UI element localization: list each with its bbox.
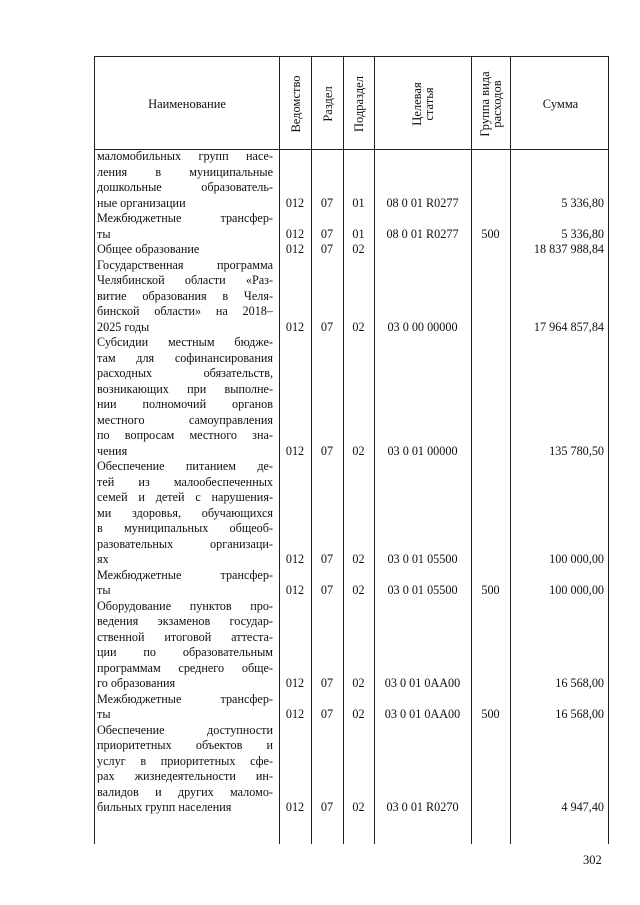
header-name <box>95 57 280 151</box>
row-sum: 16 568,00 <box>555 676 604 690</box>
table-row <box>95 723 610 816</box>
row-razdel: 07 <box>320 676 334 690</box>
row-name-line: расходных обязательств, <box>97 366 273 380</box>
row-razdel: 07 <box>320 552 334 566</box>
row-name-line: дошкольные образователь- <box>97 180 273 194</box>
table-body <box>94 149 609 844</box>
row-name-line: ты <box>97 226 111 241</box>
row-target: 03 0 01 05500 <box>387 552 458 566</box>
row-sum: 135 780,50 <box>549 443 604 458</box>
row-name <box>97 568 273 599</box>
header-target-label <box>411 82 435 125</box>
row-name <box>97 242 273 258</box>
row-name-line: программам среднего обще- <box>97 660 273 675</box>
row-razdel: 07 <box>320 242 334 256</box>
budget-table <box>94 56 609 844</box>
row-name-line: ты <box>97 707 111 721</box>
header-razdel <box>312 57 344 151</box>
table-row <box>95 335 610 459</box>
row-razdel: 07 <box>320 195 334 210</box>
header-vedomstvo <box>280 57 312 151</box>
header-group-label <box>479 71 503 136</box>
row-sum: 100 000,00 <box>549 552 604 566</box>
header-group-line1: Группа вида <box>478 71 492 137</box>
row-name-line: чения <box>97 443 128 458</box>
row-name-line: ведения экзаменов государ- <box>97 614 273 628</box>
row-name <box>97 723 273 816</box>
row-vedomstvo: 012 <box>285 319 305 334</box>
row-sum: 5 336,80 <box>561 226 604 241</box>
row-name-line: Челябинской области «Раз- <box>97 273 273 287</box>
row-name-line: ления в муниципальные <box>97 164 273 179</box>
row-name-line: Субсидии местным бюдже- <box>97 335 273 349</box>
row-sum: 5 336,80 <box>561 195 604 210</box>
row-name-line: Оборудование пунктов про- <box>97 598 273 613</box>
row-razdel: 07 <box>320 707 334 721</box>
row-target: 03 0 01 05500 <box>387 583 458 597</box>
row-name <box>97 149 273 211</box>
row-target: 08 0 01 R0277 <box>386 195 459 210</box>
row-name-line: бинской области» на 2018– <box>97 304 273 318</box>
row-podrazdel: 01 <box>352 226 365 241</box>
row-razdel: 07 <box>320 800 334 814</box>
row-vedomstvo: 012 <box>285 242 305 256</box>
row-name-line: Общее образование <box>97 242 200 256</box>
row-name-line: возникающих при выполне- <box>97 381 273 396</box>
row-vedomstvo: 012 <box>285 800 305 814</box>
row-sum: 18 837 988,84 <box>533 242 604 256</box>
header-vedomstvo-label: Ведомство <box>288 75 303 133</box>
row-target: 03 0 01 R0270 <box>386 800 459 814</box>
row-name-line: в муниципальных общеоб- <box>97 521 273 535</box>
table-row <box>95 692 610 723</box>
row-name-line: ции по образовательным <box>97 645 273 659</box>
header-target-line2: статья <box>422 87 436 121</box>
row-name-line: услуг в приоритетных сфе- <box>97 753 273 768</box>
row-razdel: 07 <box>320 443 334 458</box>
table-row <box>95 211 610 242</box>
row-name-line: рах жизнедеятельности ин- <box>97 769 273 783</box>
table-row <box>95 149 610 211</box>
row-name-line: местного самоуправления <box>97 412 273 427</box>
table-row <box>95 258 610 336</box>
row-podrazdel: 02 <box>352 552 365 566</box>
row-name-line: ты <box>97 583 111 597</box>
header-podrazdel-label: Подраздел <box>352 76 366 132</box>
row-name-line: бильных групп населения <box>97 800 232 814</box>
row-name <box>97 258 273 336</box>
row-name <box>97 459 273 568</box>
row-sum: 17 964 857,84 <box>533 319 604 334</box>
row-podrazdel: 02 <box>352 676 365 690</box>
row-name-line: 2025 годы <box>97 319 150 334</box>
table-row <box>95 459 610 568</box>
header-group-line2: расходов <box>490 80 504 128</box>
table-row <box>95 599 610 692</box>
row-podrazdel: 02 <box>352 583 365 597</box>
row-name <box>97 211 273 242</box>
row-name <box>97 599 273 692</box>
row-name-line: там для софинансирования <box>97 350 273 365</box>
header-target-line1: Целевая <box>410 82 424 126</box>
row-name <box>97 692 273 723</box>
header-group <box>472 57 511 151</box>
row-podrazdel: 02 <box>352 319 365 334</box>
page-number: 302 <box>583 853 602 867</box>
header-name-label: Наименование <box>148 96 226 111</box>
row-name-line: тей из малообеспеченных <box>97 474 273 489</box>
row-razdel: 07 <box>320 319 334 334</box>
row-sum: 16 568,00 <box>555 707 604 721</box>
row-name-line: по вопросам местного зна- <box>97 428 273 442</box>
row-name-line: Государственная программа <box>97 257 273 272</box>
row-podrazdel: 02 <box>352 242 365 256</box>
row-group: 500 <box>481 583 500 597</box>
table-row <box>95 242 610 258</box>
row-name-line: нии полномочий органов <box>97 397 273 411</box>
row-name-line: Обеспечение доступности <box>97 722 273 737</box>
header-podrazdel <box>344 57 375 151</box>
row-name-line: ми здоровья, обучающихся <box>97 505 273 520</box>
row-name-line: ные организации <box>97 195 186 210</box>
row-razdel: 07 <box>320 583 334 597</box>
row-target: 03 0 01 00000 <box>387 443 458 458</box>
row-vedomstvo: 012 <box>285 195 305 210</box>
row-group: 500 <box>481 226 500 241</box>
row-vedomstvo: 012 <box>285 552 305 566</box>
row-name-line: Межбюджетные трансфер- <box>97 691 273 706</box>
row-name-line: Межбюджетные трансфер- <box>97 567 273 582</box>
row-name-line: разовательных организаци- <box>97 536 273 551</box>
row-target: 03 0 00 00000 <box>387 319 458 334</box>
row-podrazdel: 01 <box>352 195 365 210</box>
row-name-line: семей и детей с нарушения- <box>97 490 273 504</box>
row-group: 500 <box>481 707 500 721</box>
table-header <box>94 56 609 150</box>
row-target: 03 0 01 0АА00 <box>384 676 461 690</box>
row-name-line: валидов и других маломо- <box>97 784 273 799</box>
row-target: 03 0 01 0АА00 <box>384 707 461 721</box>
row-vedomstvo: 012 <box>285 707 305 721</box>
row-podrazdel: 02 <box>352 443 365 458</box>
row-name-line: ях <box>97 552 109 566</box>
row-name-line: приоритетных объектов и <box>97 738 273 752</box>
header-razdel-label: Раздел <box>320 86 335 122</box>
row-target: 08 0 01 R0277 <box>386 226 459 241</box>
header-sum <box>511 57 610 151</box>
row-vedomstvo: 012 <box>285 676 305 690</box>
row-name-line: витие образования в Челя- <box>97 288 273 303</box>
row-vedomstvo: 012 <box>285 443 305 458</box>
header-target <box>375 57 472 151</box>
row-podrazdel: 02 <box>352 707 365 721</box>
header-sum-label: Сумма <box>542 96 579 111</box>
row-vedomstvo: 012 <box>285 226 305 241</box>
row-sum: 4 947,40 <box>561 800 604 814</box>
row-vedomstvo: 012 <box>285 583 305 597</box>
table-row <box>95 568 610 599</box>
row-sum: 100 000,00 <box>549 583 604 597</box>
row-name-line: ственной итоговой аттеста- <box>97 629 273 644</box>
row-podrazdel: 02 <box>352 800 365 814</box>
row-name-line: маломобильных групп насе- <box>97 149 273 163</box>
row-name-line: Обеспечение питанием де- <box>97 459 273 473</box>
row-name-line: Межбюджетные трансфер- <box>97 211 273 225</box>
row-razdel: 07 <box>320 226 334 241</box>
row-name <box>97 335 273 459</box>
row-name-line: го образования <box>97 676 176 690</box>
